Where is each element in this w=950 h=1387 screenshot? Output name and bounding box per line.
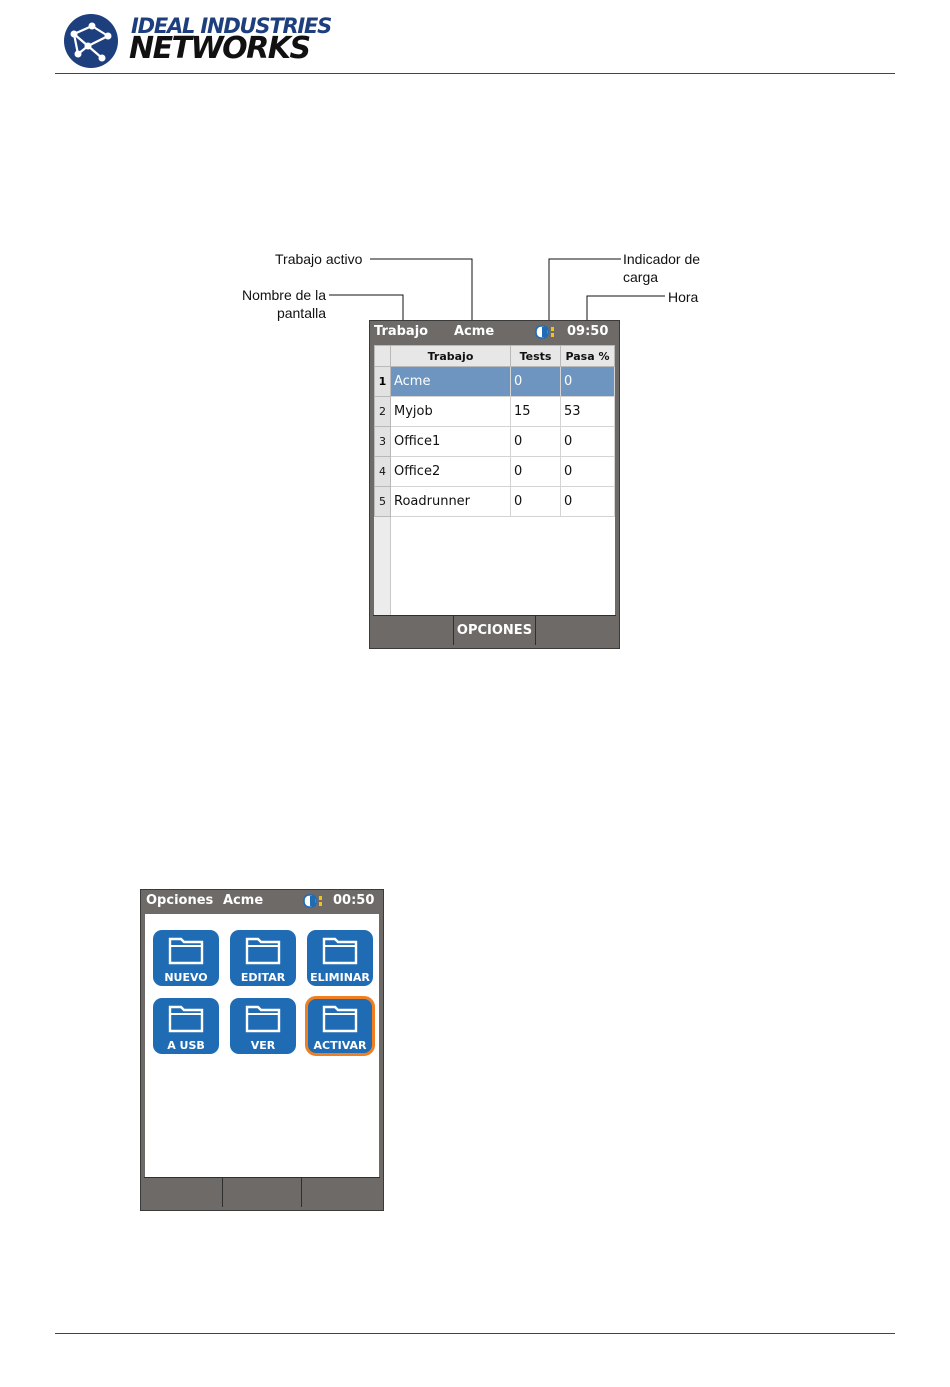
battery-charge-icon: [303, 894, 323, 908]
column-header-tests[interactable]: Tests: [511, 346, 561, 367]
table-row-selected[interactable]: [375, 367, 615, 397]
job-name-cell: Office1: [391, 427, 511, 457]
table-row[interactable]: [375, 427, 615, 457]
options-icon-panel: [145, 914, 379, 1177]
folder-icon: [168, 1003, 204, 1033]
folder-icon: [322, 935, 358, 965]
callout-screen-name-line2: pantalla: [276, 305, 326, 321]
jobs-softkey-bar: [373, 615, 616, 645]
pass-cell: 0: [561, 367, 615, 397]
jobs-table: [374, 345, 615, 517]
tests-cell: 15: [511, 397, 561, 427]
edit-job-button[interactable]: [230, 930, 296, 986]
softkey-left[interactable]: [144, 1177, 222, 1207]
pass-cell: 0: [561, 487, 615, 517]
pass-cell: 0: [561, 457, 615, 487]
column-header-job[interactable]: Trabajo: [391, 346, 511, 367]
callout-charge-indicator: [623, 250, 700, 286]
edit-job-label: EDITAR: [240, 971, 286, 984]
ideal-networks-logo: [62, 12, 120, 70]
table-row[interactable]: [375, 457, 615, 487]
view-job-button[interactable]: [230, 998, 296, 1054]
delete-job-label: ELIMINAR: [310, 971, 370, 984]
clock-time: 00:50: [333, 893, 375, 908]
job-name-cell: Acme: [391, 367, 511, 397]
job-name-cell: Office2: [391, 457, 511, 487]
to-usb-label: A USB: [167, 1039, 205, 1052]
pass-cell: 0: [561, 427, 615, 457]
view-job-label: VER: [250, 1039, 276, 1052]
job-name-cell: Myjob: [391, 397, 511, 427]
callout-charge-line1: Indicador de: [623, 251, 701, 267]
header-corner: [375, 346, 391, 367]
callout-screen-name: [238, 286, 326, 322]
callout-charge-line2: carga: [623, 269, 659, 285]
callout-time: Hora: [668, 289, 699, 305]
table-row[interactable]: [375, 487, 615, 517]
battery-charge-icon: [535, 325, 555, 339]
header-rule: [55, 73, 895, 74]
table-header-row: [375, 346, 615, 367]
options-softkey-bar: [144, 1177, 380, 1207]
jobs-title-bar: [370, 321, 619, 343]
options-screen: [140, 889, 384, 1211]
row-index: 3: [375, 427, 391, 457]
softkey-right[interactable]: [535, 615, 616, 645]
screen-name: Trabajo: [374, 324, 429, 339]
row-index: 2: [375, 397, 391, 427]
jobs-screen: [369, 320, 620, 649]
options-title-bar: [141, 890, 383, 912]
table-row[interactable]: [375, 397, 615, 427]
brand-name-bottom: NETWORKS: [129, 31, 310, 66]
footer-rule: [55, 1333, 895, 1334]
folder-icon: [168, 935, 204, 965]
softkey-right[interactable]: [301, 1177, 380, 1207]
activate-job-label: ACTIVAR: [313, 1039, 367, 1052]
tests-cell: 0: [511, 487, 561, 517]
activate-job-button[interactable]: [307, 998, 373, 1054]
to-usb-button[interactable]: [153, 998, 219, 1054]
callout-screen-name-line1: Nombre de la: [241, 287, 326, 303]
delete-job-button[interactable]: [307, 930, 373, 986]
active-job-name: Acme: [223, 893, 264, 908]
screen-name: Opciones: [146, 893, 214, 908]
brand-name-top: IDEAL INDUSTRIES: [131, 14, 332, 38]
softkey-left[interactable]: [373, 615, 453, 645]
softkey-options[interactable]: OPCIONES: [453, 615, 534, 645]
folder-icon: [322, 1003, 358, 1033]
row-index: 1: [375, 367, 391, 397]
folder-icon: [245, 935, 281, 965]
column-header-pass[interactable]: Pasa %: [561, 346, 615, 367]
folder-icon: [245, 1003, 281, 1033]
active-job-name: Acme: [454, 324, 495, 339]
row-index: 4: [375, 457, 391, 487]
softkey-middle[interactable]: [222, 1177, 301, 1207]
callout-active-job: Trabajo activo: [275, 251, 363, 267]
row-index: 5: [375, 487, 391, 517]
new-job-label: NUEVO: [164, 971, 208, 984]
tests-cell: 0: [511, 427, 561, 457]
jobs-table-panel: [374, 345, 615, 615]
new-job-button[interactable]: [153, 930, 219, 986]
pass-cell: 53: [561, 397, 615, 427]
tests-cell: 0: [511, 457, 561, 487]
clock-time: 09:50: [567, 324, 609, 339]
tests-cell: 0: [511, 367, 561, 397]
job-name-cell: Roadrunner: [391, 487, 511, 517]
